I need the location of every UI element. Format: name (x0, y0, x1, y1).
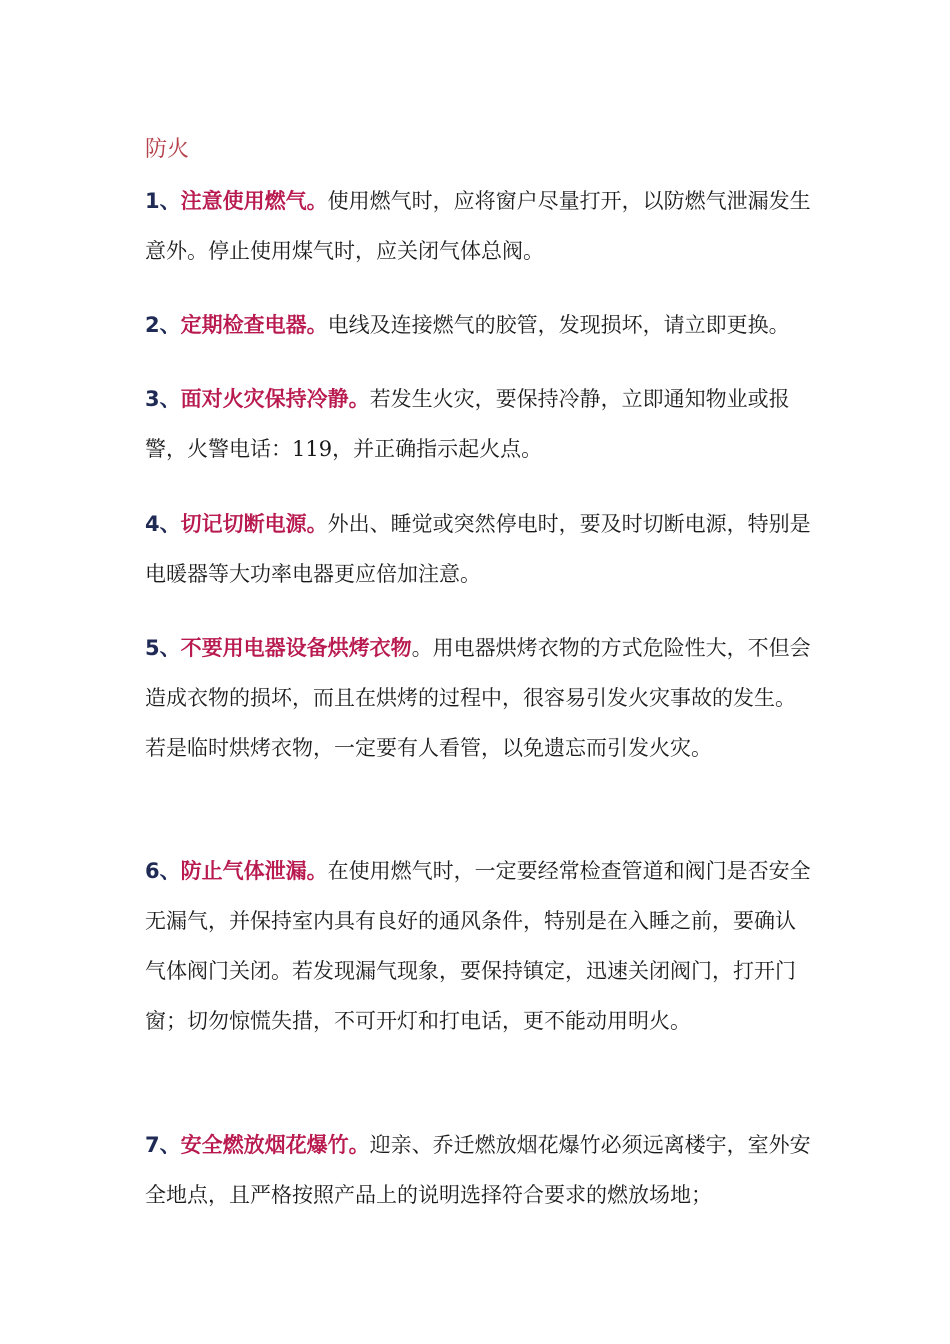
list-item-3 (145, 374, 815, 474)
item-title: 切记切断电源。 (180, 512, 328, 536)
list-item-1 (145, 176, 815, 276)
item-title: 定期检查电器。 (180, 313, 328, 337)
item-number: 1、 (145, 189, 181, 213)
item-body: 在使用燃气时，一定要经常检查管道和阀门是否安全无漏气，并保持室内具有良好的通风条件，特别是在入睡之前，要确认气体阀门关闭。若发现漏气现象，要保持镇定，迅速关闭阀门，打开门窗；切勿惊慌失措，不可开灯和打电话，更不能动用明火。 (145, 859, 811, 1033)
item-body: 若发生火灾，要保持冷静，立即通知物业或报警，火警电话：119，并正确指示起火点。 (145, 387, 790, 461)
item-title: 不要用电器设备烘烤衣物 (180, 636, 412, 660)
item-number: 2、 (145, 313, 181, 337)
item-body: 。用电器烘烤衣物的方式危险性大，不但会造成衣物的损坏，而且在烘烤的过程中，很容易引发火灾事故的发生。若是临时烘烤衣物，一定要有人看管，以免遗忘而引发火灾。 (145, 636, 811, 760)
item-title: 面对火灾保持冷静。 (180, 387, 370, 411)
item-title: 注意使用燃气。 (180, 189, 328, 213)
list-item-6 (145, 846, 815, 1046)
item-title: 防止气体泄漏。 (180, 859, 328, 883)
item-number: 4、 (145, 512, 181, 536)
section-heading: 防火 (145, 137, 190, 162)
item-number: 5、 (145, 636, 181, 660)
item-body: 电线及连接燃气的胶管，发现损坏，请立即更换。 (327, 313, 790, 337)
item-number: 3、 (145, 387, 181, 411)
list-item-7 (145, 1120, 815, 1220)
item-number: 6、 (145, 859, 181, 883)
item-number: 7、 (145, 1133, 181, 1157)
list-item-5 (145, 623, 815, 773)
item-title: 安全燃放烟花爆竹。 (180, 1133, 370, 1157)
list-item-2 (145, 300, 815, 350)
item-body: 外出、睡觉或突然停电时，要及时切断电源，特别是电暖器等大功率电器更应倍加注意。 (145, 512, 811, 586)
item-body: 使用燃气时，应将窗户尽量打开，以防燃气泄漏发生意外。停止使用煤气时，应关闭气体总阀。 (145, 189, 811, 263)
item-body: 迎亲、乔迁燃放烟花爆竹必须远离楼宇，室外安全地点，且严格按照产品上的说明选择符合要求的燃放场地； (145, 1133, 811, 1207)
list-item-4 (145, 499, 815, 599)
